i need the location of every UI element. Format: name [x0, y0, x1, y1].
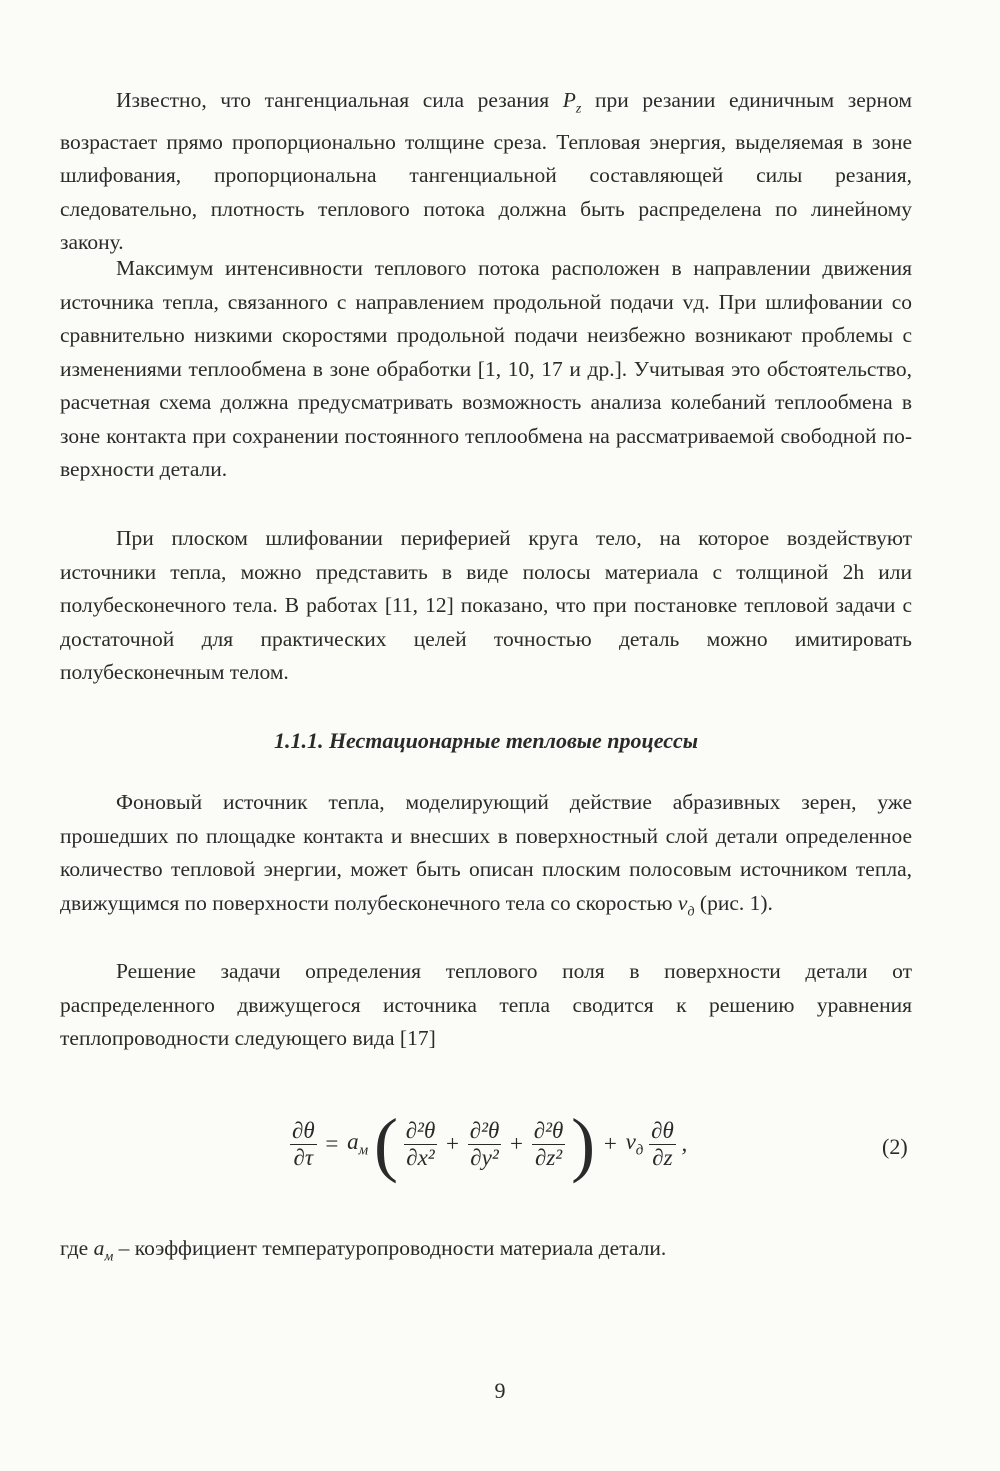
equation-explanation	[60, 1232, 912, 1274]
page-number: 9	[494, 1378, 506, 1403]
right-paren: )	[571, 1104, 596, 1184]
term-z-numerator: ∂²θ	[533, 1117, 564, 1143]
term-x-numerator: ∂²θ	[405, 1117, 436, 1143]
plus-sign-1: +	[446, 1131, 459, 1156]
velocity-term	[625, 1128, 644, 1159]
term-x-denominator: ∂x²	[406, 1144, 435, 1170]
explanation-symbol: a	[93, 1236, 105, 1260]
paragraph-5-text: Решение задачи определения теплового поля в поверхности детали от распределенного движущегося источника тепла сводится к решению уравнения теплопроводности следующего вида [17]	[60, 959, 912, 1050]
explanation-prefix: где	[60, 1236, 94, 1260]
paragraph-2-text: Максимум интенсивности теплового потока расположен в направлении движения источника тепла, связанного с направлением продольной подачи vд. При шлифовании со сравнительно низкими скоростями продольной подачи неизбежно возникают проблемы с изменениями теплообмена в зоне обработки [1, 10, 17 и др.]. Учитывая это обстоятельство, расчетная схема должна предусматривать возможность анализа колебаний теплообмена в зоне контакта при сохранении постоянного теплообмена на рассматриваемой свободной поверхности детали.	[60, 256, 912, 481]
paragraph-4	[60, 786, 912, 928]
term-z-denominator: ∂z²	[534, 1144, 563, 1170]
equals-sign: =	[325, 1131, 339, 1156]
velocity-subscript: д	[687, 903, 695, 919]
plus-sign-3: +	[603, 1131, 617, 1156]
paragraph-4-text-a: Фоновый источник тепла, моделирующий действие абразивных зерен, уже прошедших по площадке контакта и внесших в поверхностный слой детали определенное количество тепловой энергии, может быть описан плоским полосовым источником тепла, движущимся по поверхности полубесконечного тела со скоростью	[60, 790, 912, 915]
paragraph-1-text-b: при резании единичным зерном возрастает прямо пропорционально толщине среза. Тепловая энергия, выделяемая в зоне шлифования, пропорциональна тангенциальной составляющей силы резания, следовательно, плотность теплового потока должна быть распределена по линейному закону.	[60, 88, 912, 255]
term-y-numerator: ∂²θ	[469, 1117, 500, 1143]
paragraph-5	[60, 955, 912, 1056]
last-numerator: ∂θ	[651, 1117, 674, 1143]
diffusivity-coefficient	[347, 1128, 369, 1159]
lhs-fraction	[290, 1118, 317, 1171]
force-subscript: z	[575, 101, 582, 117]
paragraph-1-text-a: Известно, что тангенциальная сила резания	[116, 88, 563, 112]
paragraph-4-text-b: (рис. 1).	[694, 890, 773, 915]
equation-number: (2)	[882, 1134, 908, 1159]
paragraph-1	[60, 84, 912, 260]
lhs-denominator: ∂τ	[293, 1144, 314, 1170]
term-x	[404, 1118, 438, 1171]
velocity-term-symbol: v	[625, 1128, 636, 1154]
plus-sign-2: +	[510, 1131, 524, 1156]
heat-equation	[290, 1104, 688, 1184]
section-heading: 1.1.1. Нестационарные тепловые процессы	[273, 728, 699, 753]
velocity-term-subscript: д	[635, 1142, 644, 1159]
velocity-symbol: v	[677, 890, 688, 915]
explanation-subscript: м	[104, 1249, 114, 1265]
paragraph-2	[60, 252, 912, 487]
equation-comma: ,	[681, 1131, 688, 1156]
explanation-text: – коэффициент температуропроводности материала детали.	[113, 1236, 667, 1260]
coefficient-symbol: a	[347, 1128, 359, 1154]
term-y	[468, 1118, 502, 1171]
coefficient-subscript: м	[358, 1142, 369, 1159]
term-y-denominator: ∂y²	[470, 1144, 499, 1170]
force-symbol: P	[562, 88, 576, 112]
last-denominator: ∂z	[652, 1144, 673, 1170]
lhs-numerator: ∂θ	[292, 1117, 315, 1143]
paragraph-3	[60, 522, 912, 690]
left-paren: (	[373, 1104, 398, 1184]
last-fraction	[649, 1118, 676, 1171]
paragraph-3-text: При плоском шлифовании периферией круга тело, на которое воздействуют источники тепла, можно представить в виде полосы материала с толщиной 2h или полубесконечного тела. В работах [11, 12] показано, что при постановке тепловой задачи с достаточной для практических целей точностью деталь можно имитировать полубесконечным телом.	[60, 526, 912, 684]
term-z	[532, 1118, 566, 1171]
